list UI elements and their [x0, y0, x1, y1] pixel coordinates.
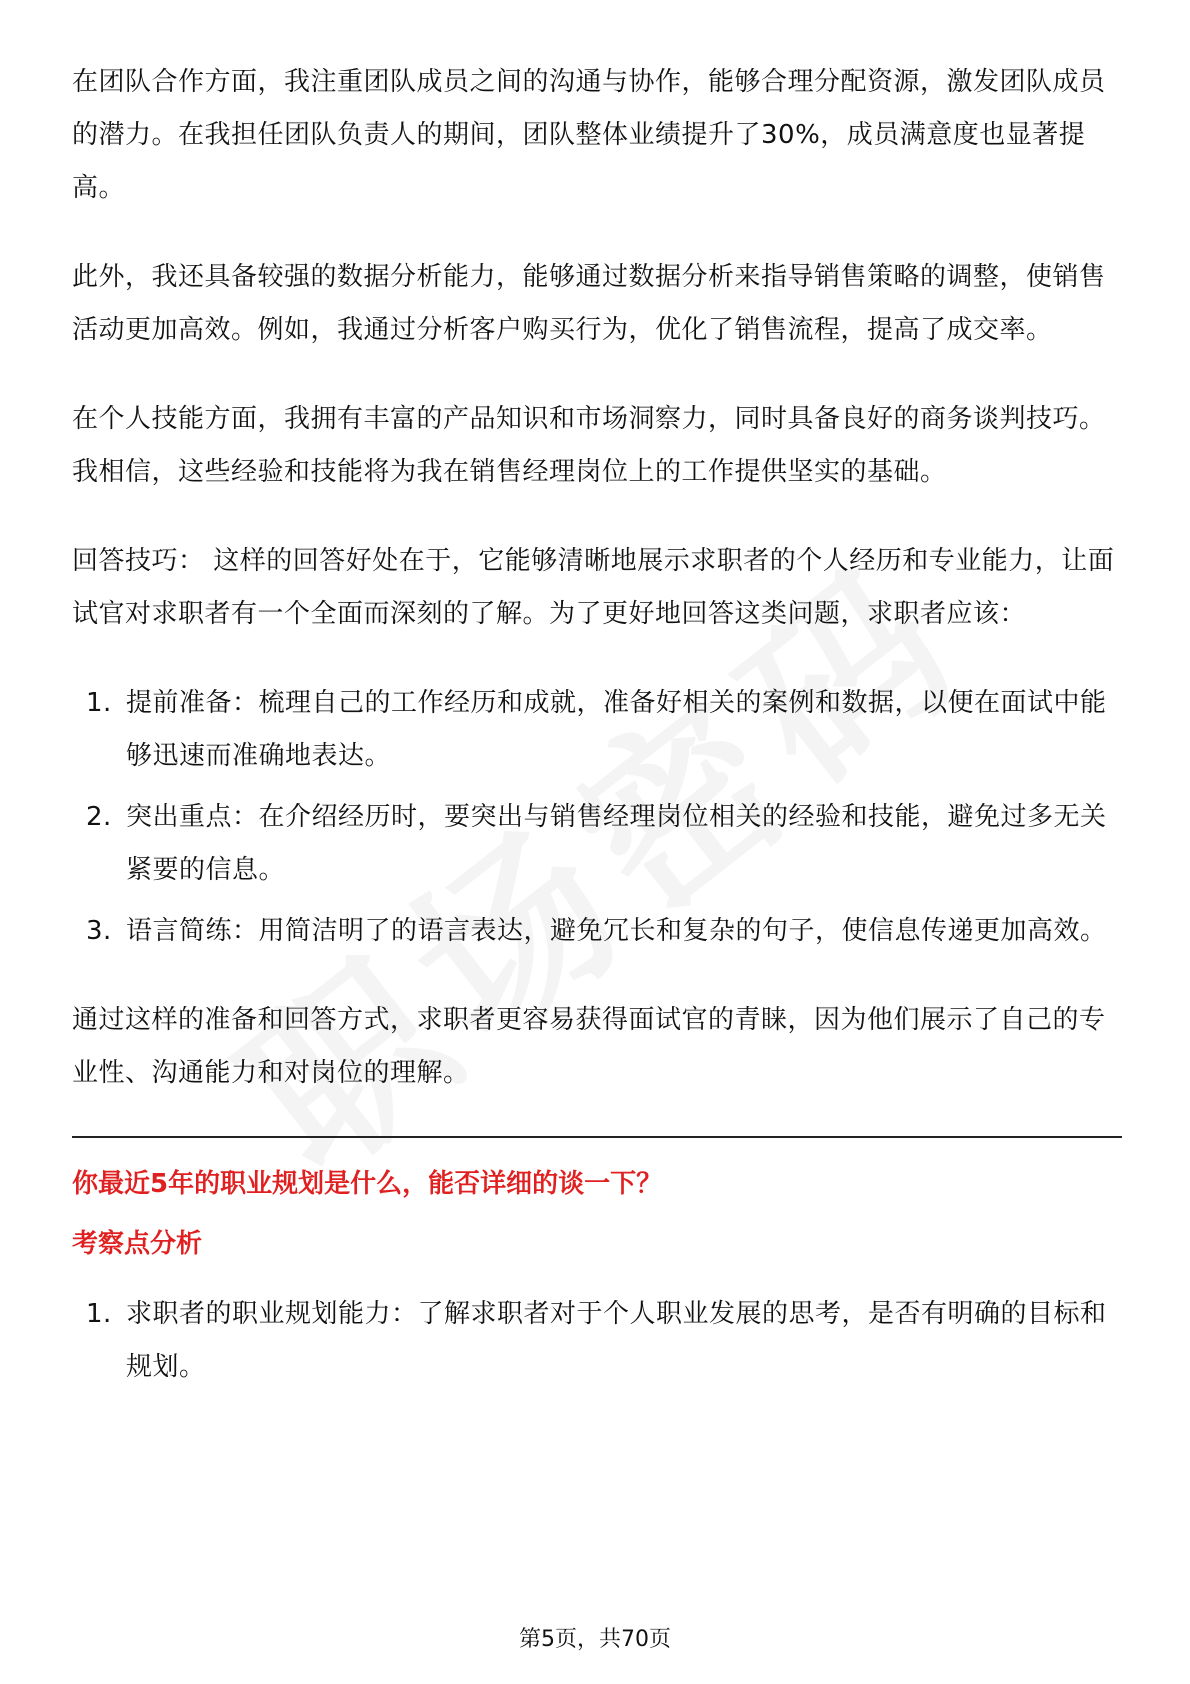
- list-item-text: 语言简练：用简洁明了的语言表达，避免冗长和复杂的句子，使信息传递更加高效。: [126, 916, 1107, 946]
- section-divider: [72, 1136, 1122, 1138]
- list-item: [72, 677, 1122, 783]
- list-item: [72, 791, 1122, 897]
- paragraph-data-analysis: 此外，我还具备较强的数据分析能力，能够通过数据分析来指导销售策略的调整，使销售活动更加高效。例如，我通过分析客户购买行为，优化了销售流程，提高了成交率。: [72, 262, 1106, 345]
- page-content: [72, 56, 1122, 1430]
- paragraph-personal-skills: 在个人技能方面，我拥有丰富的产品知识和市场洞察力，同时具备良好的商务谈判技巧。我相信，这些经验和技能将为我在销售经理岗位上的工作提供坚实的基础。: [72, 404, 1106, 487]
- analysis-list: [72, 1288, 1122, 1394]
- list-number: 2.: [86, 802, 112, 832]
- list-item-text: 突出重点：在介绍经历时，要突出与销售经理岗位相关的经验和技能，避免过多无关紧要的信息。: [126, 802, 1107, 885]
- section-title: 考察点分析: [72, 1229, 203, 1259]
- page-footer: 第5页，共70页: [519, 1627, 671, 1652]
- list-number: 1.: [86, 1299, 112, 1329]
- question-title: 你最近5年的职业规划是什么，能否详细的谈一下？: [72, 1169, 663, 1199]
- tips-list: [72, 677, 1122, 958]
- paragraph-closing: 通过这样的准备和回答方式，求职者更容易获得面试官的青睐，因为他们展示了自己的专业性、沟通能力和对岗位的理解。: [72, 1005, 1106, 1088]
- paragraph-teamwork: 在团队合作方面，我注重团队成员之间的沟通与协作，能够合理分配资源，激发团队成员的潜力。在我担任团队负责人的期间，团队整体业绩提升了30%，成员满意度也显著提高。: [72, 67, 1106, 203]
- list-item-text: 提前准备：梳理自己的工作经历和成就，准备好相关的案例和数据，以便在面试中能够迅速而准确地表达。: [126, 688, 1107, 771]
- list-item-text: 求职者的职业规划能力：了解求职者对于个人职业发展的思考，是否有明确的目标和规划。: [126, 1299, 1107, 1382]
- paragraph-answer-tips: 回答技巧： 这样的回答好处在于，它能够清晰地展示求职者的个人经历和专业能力，让面试官对求职者有一个全面而深刻的了解。为了更好地回答这类问题，求职者应该：: [72, 546, 1115, 629]
- list-item: [72, 1288, 1122, 1394]
- list-number: 3.: [86, 916, 112, 946]
- list-item: [72, 905, 1122, 958]
- list-number: 1.: [86, 688, 112, 718]
